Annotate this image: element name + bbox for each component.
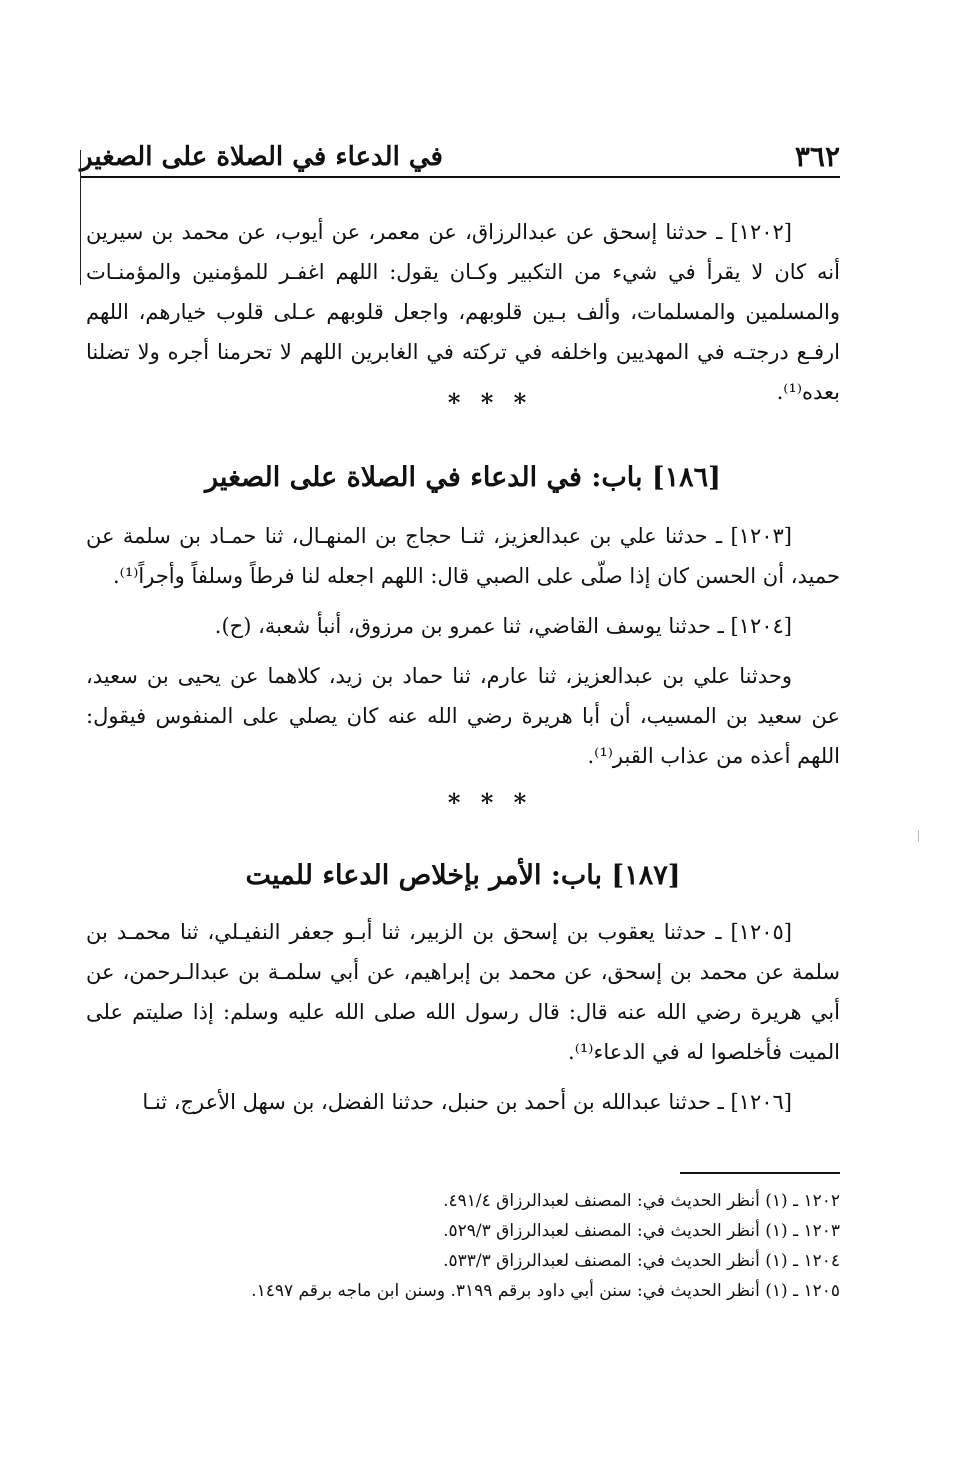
running-title: في الدعاء في الصلاة على الصغير [80, 142, 443, 172]
hadith-1203: [١٢٠٣] ـ حدثنا علي بن عبدالعزيز، ثنـا حجاج بن المنهـال، ثنا حمـاد بن سلمة عن حميد، أن الحسن كان إذا صلّى على الصبي قال: اللهم اجعله لنا فرطاً وسلفاً وأجراً⁽¹⁾. [86, 524, 840, 588]
hadith-1204-continuation: وحدثنا علي بن عبدالعزيز، ثنا عارم، ثنا حماد بن زيد، كلاهما عن يحيى بن سعيد، عن سعيد بن المسيب، أن أبا هريرة رضي الله عنه كان يصلي على المنفوس فيقول: اللهم أعذه من عذاب القبر⁽¹⁾. [86, 664, 840, 768]
footnote-item: ١٢٠٥ ـ (١) أنظر الحديث في: سنن أبي داود برقم ٣١٩٩. وسنن ابن ماجه برقم ١٤٩٧. [251, 1281, 840, 1301]
footnotes-list [120, 1186, 840, 1306]
section-separator: * * * [447, 388, 533, 417]
footnote-item: ١٢٠٢ ـ (١) أنظر الحديث في: المصنف لعبدالرزاق ٤٩١/٤. [443, 1191, 840, 1211]
chapter-heading-187: [١٨٧] باب: الأمر بإخلاص الدعاء للميت [245, 860, 681, 891]
footnote-item: ١٢٠٤ ـ (١) أنظر الحديث في: المصنف لعبدالرزاق ٥٣٣/٣. [443, 1251, 840, 1271]
hadith-1204-continuation-block [86, 656, 840, 776]
hadith-1205: [١٢٠٥] ـ حدثنا يعقوب بن إسحق بن الزبير، ثنا أبـو جعفر النفيـلي، ثنا محمـد بن سلمة عن محمد بن إسحق، عن محمد بن إبراهيم، عن أبي سلمـة بن عبدالـرحمن، عن أبي هريرة رضي الله عنه قال: قال رسول الله صلى الله عليه وسلم: إذا صليتم على الميت فأخلصوا له في الدعاء⁽¹⁾. [86, 920, 840, 1064]
hadith-1204-block [86, 606, 840, 646]
hadith-1203-block [86, 516, 840, 596]
hadith-1204: [١٢٠٤] ـ حدثنا يوسف القاضي، ثنا عمرو بن مرزوق، أنبأ شعبة، (ح). [214, 614, 792, 638]
hadith-1205-block [86, 912, 840, 1072]
hadith-1202: [١٢٠٢] ـ حدثنا إسحق عن عبدالرزاق، عن معمر، عن أيوب، عن محمد بن سيرين أنه كان لا يقرأ في شيء من التكبير وكـان يقول: اللهم اغفـر للمؤمنين والمؤمنـات والمسلمين والمسلمات، وألف بـين قلوبهم، واجعل قلوبهم عـلى قلوب خيارهم، اللهم ارفـع درجتـه في المهديين واخلفه في تركته في الغابرين اللهم لا تحرمنا أجره ولا تضلنا بعده⁽¹⁾. [86, 220, 841, 404]
hadith-1206-block [86, 1082, 840, 1122]
margin-rule [80, 150, 81, 285]
footnote-item: ١٢٠٣ ـ (١) أنظر الحديث في: المصنف لعبدالرزاق ٥٢٩/٣. [443, 1221, 840, 1241]
chapter-heading-186: [١٨٦] باب: في الدعاء في الصلاة على الصغير [205, 462, 721, 493]
page-header [80, 140, 840, 178]
hadith-1202-block [86, 212, 840, 412]
hadith-1206: [١٢٠٦] ـ حدثنا عبدالله بن أحمد بن حنبل، حدثنا الفضل، بن سهل الأعرج، ثنـا [142, 1090, 792, 1114]
scan-mark [918, 830, 919, 842]
page-number: ٣٦٢ [794, 140, 840, 173]
footnote-divider [680, 1172, 840, 1174]
section-separator: * * * [447, 788, 533, 817]
